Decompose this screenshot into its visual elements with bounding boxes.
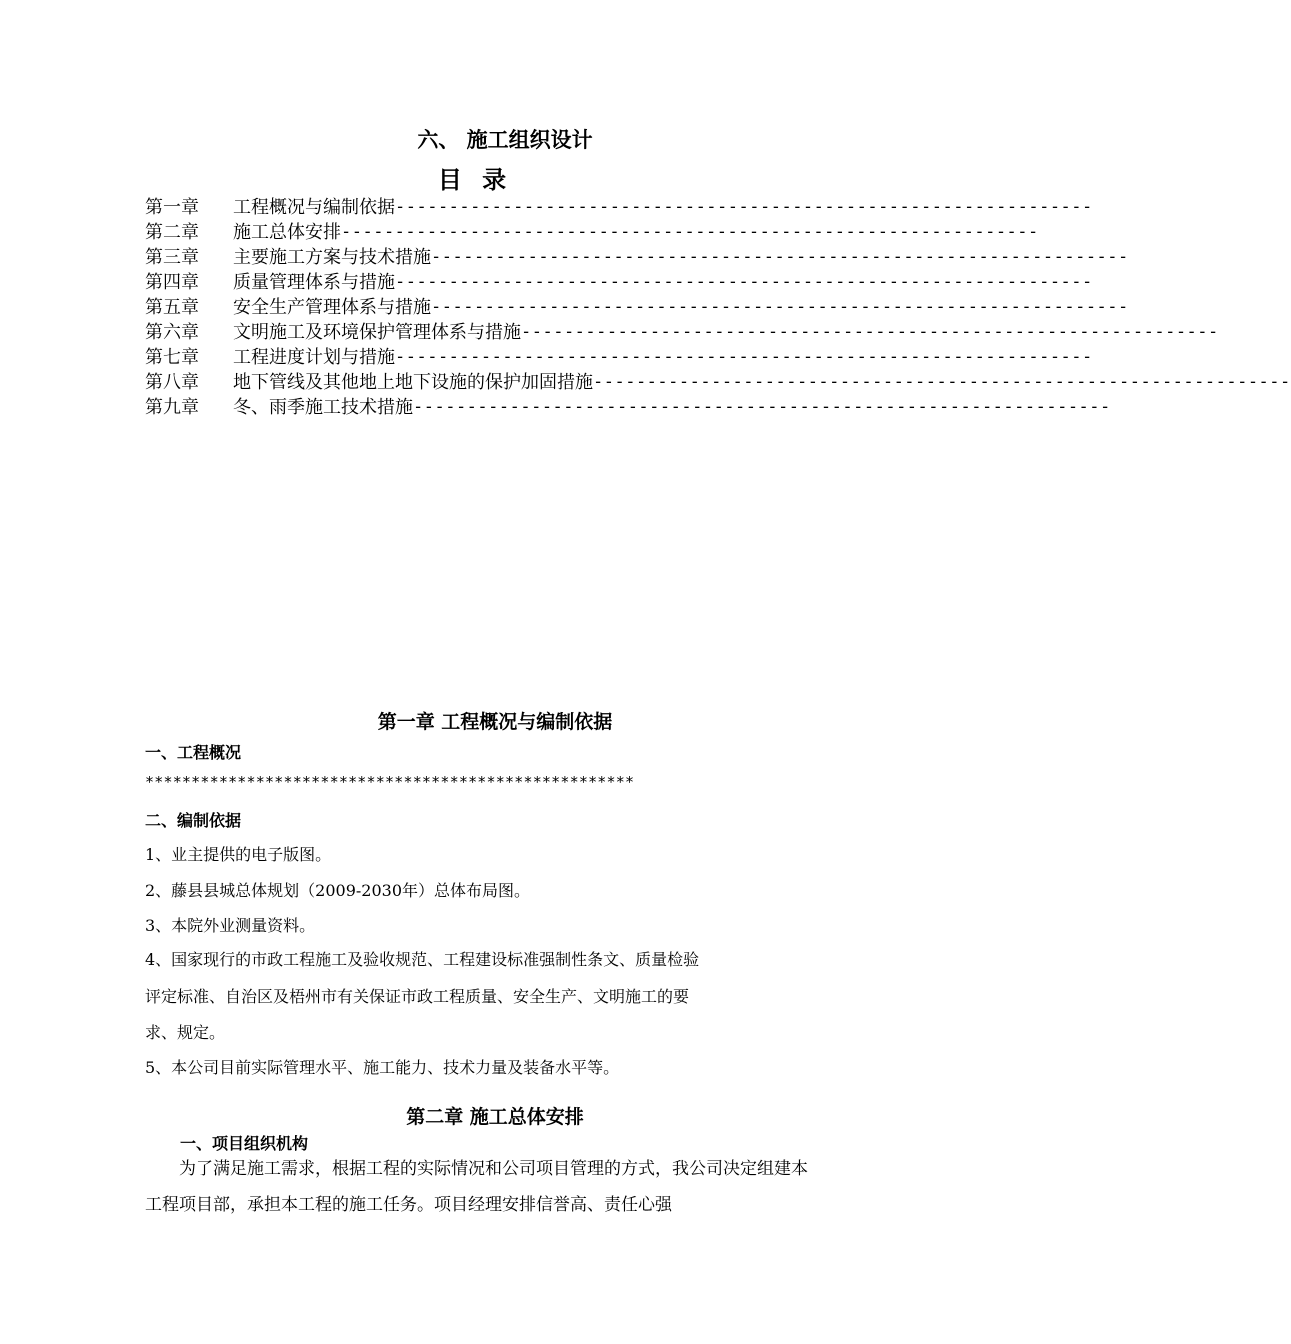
toc-leader: ----------------------------------------------------------------- <box>395 347 1093 367</box>
toc-leader: ----------------------------------------------------------------- <box>341 222 1039 242</box>
toc-chapter-name: 施工总体安排 <box>233 222 341 243</box>
document-title: 六、 施工组织设计 <box>417 128 593 152</box>
toc-leader: ----------------------------------------------------------------- <box>431 297 1129 317</box>
toc-chapter-name: 文明施工及环境保护管理体系与措施 <box>233 322 521 343</box>
basis-item: 5、本公司目前实际管理水平、施工能力、技术力量及装备水平等。 <box>145 1058 620 1077</box>
toc-entry <box>145 395 1111 420</box>
toc-chapter-name: 质量管理体系与措施 <box>233 272 395 293</box>
toc-leader: ----------------------------------------------------------------- <box>431 247 1129 267</box>
toc-title: 目 录 <box>437 166 513 194</box>
toc-chapter-name: 工程概况与编制依据 <box>233 197 395 218</box>
toc-chapter-name: 冬、雨季施工技术措施 <box>233 397 413 418</box>
toc-entry <box>145 320 1219 345</box>
toc-chapter-name: 安全生产管理体系与措施 <box>233 297 431 318</box>
basis-item: 2、藤县县城总体规划（2009-2030年）总体布局图。 <box>145 881 531 900</box>
section-heading-organization: 一、项目组织机构 <box>180 1134 309 1153</box>
basis-item-continued: 评定标准、自治区及梧州市有关保证市政工程质量、安全生产、文明施工的要 <box>145 987 690 1006</box>
toc-chapter-number: 第二章 <box>145 222 199 243</box>
basis-item: 4、国家现行的市政工程施工及验收规范、工程建设标准强制性条文、质量检验 <box>145 950 700 969</box>
section-heading-overview: 一、工程概况 <box>145 743 242 762</box>
basis-item: 3、本院外业测量资料。 <box>145 916 316 935</box>
toc-entry <box>145 220 1039 245</box>
toc-leader: ----------------------------------------------------------------- <box>413 397 1111 417</box>
chapter-1-heading: 第一章 工程概况与编制依据 <box>377 711 613 733</box>
toc-leader: ----------------------------------------------------------------- <box>521 322 1219 342</box>
toc-entry <box>145 195 1093 220</box>
toc-entry <box>145 295 1129 320</box>
toc-entry <box>145 270 1093 295</box>
toc-chapter-name: 主要施工方案与技术措施 <box>233 247 431 268</box>
toc-chapter-number: 第六章 <box>145 322 199 343</box>
toc-chapter-number: 第五章 <box>145 297 199 318</box>
toc-chapter-number: 第一章 <box>145 197 199 218</box>
table-of-contents <box>145 195 1291 420</box>
section-heading-basis: 二、编制依据 <box>145 811 242 830</box>
toc-chapter-name: 地下管线及其他地上地下设施的保护加固措施 <box>233 372 593 393</box>
basis-item: 1、业主提供的电子版图。 <box>145 845 332 864</box>
toc-entry <box>145 245 1129 270</box>
toc-chapter-number: 第八章 <box>145 372 199 393</box>
toc-chapter-number: 第九章 <box>145 397 199 418</box>
toc-leader: ----------------------------------------------------------------- <box>395 197 1093 217</box>
toc-chapter-number: 第七章 <box>145 347 199 368</box>
chapter-2-heading: 第二章 施工总体安排 <box>406 1106 584 1128</box>
toc-leader: ----------------------------------------------------------------- <box>395 272 1093 292</box>
toc-chapter-number: 第三章 <box>145 247 199 268</box>
toc-leader: ----------------------------------------------------------------- <box>593 372 1291 392</box>
toc-entry <box>145 345 1093 370</box>
body-paragraph: 为了满足施工需求，根据工程的实际情况和公司项目管理的方式，我公司决定组建本工程项目部，承担本工程的施工任务。项目经理安排信誉高、责任心强 <box>145 1159 808 1215</box>
toc-chapter-name: 工程进度计划与措施 <box>233 347 395 368</box>
basis-item-continued: 求、规定。 <box>145 1023 226 1042</box>
toc-entry <box>145 370 1291 395</box>
toc-chapter-number: 第四章 <box>145 272 199 293</box>
overview-placeholder: ***************************************************** <box>145 773 635 791</box>
